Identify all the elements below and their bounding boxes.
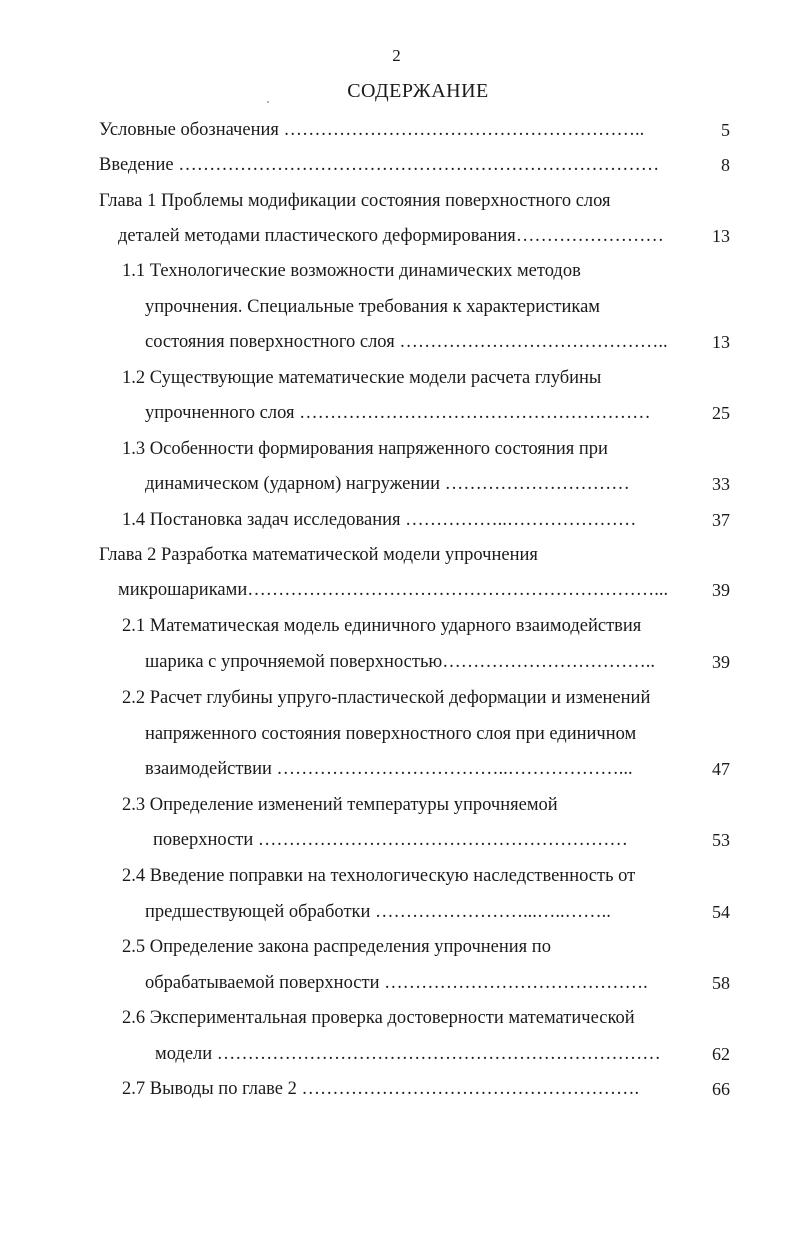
toc-page [700,437,730,461]
toc-page [700,1006,730,1030]
toc-line: упрочнения. Специальные требования к характеристикам [145,297,600,317]
toc-page [700,543,730,567]
toc-line: модели ……………………………………………………………… [155,1044,661,1064]
toc-page: 37 [712,510,730,530]
toc-page [700,366,730,390]
toc-line: 2.5 Определение закона распределения упрочнения по [122,937,551,957]
toc-line: Условные обозначения ………………………………………………….. [99,120,645,140]
toc-line: Введение …………………………………………………………………… [99,155,660,175]
toc-line: 2.4 Введение поправки на технологическую наследственность от [122,866,636,886]
toc-page: 33 [712,474,730,494]
toc-page [700,686,730,710]
toc-title: СОДЕРЖАНИЕ [347,80,489,102]
toc-page [700,259,730,283]
toc-page [700,189,730,213]
toc-line: 2.1 Математическая модель единичного ударного взаимодействия [122,616,642,636]
toc-line: микрошариками…………………………………………………………... [118,580,669,600]
toc-page: 47 [712,759,730,779]
toc-line: предшествующей обработки ……………………...…..…….. [145,902,611,922]
toc-page: 53 [712,830,730,850]
toc-page: 39 [712,652,730,672]
toc-page: 58 [712,973,730,993]
toc-line: 2.2 Расчет глубины упруго-пластической деформации и изменений [122,688,651,708]
toc-page [700,295,730,319]
toc-page: 66 [712,1079,730,1099]
toc-page: 8 [721,155,730,175]
toc-line: 1.3 Особенности формирования напряженного состояния при [122,439,608,459]
toc-line: Глава 1 Проблемы модификации состояния поверхностного слоя [99,191,611,211]
page-number: 2 [392,46,401,65]
toc-page [700,614,730,638]
toc-page [700,793,730,817]
toc-page: 54 [712,902,730,922]
toc-line: 1.4 Постановка задач исследования ……………..………………… [122,510,637,530]
toc-line: поверхности …………………………………………………… [153,830,628,850]
toc-page: 62 [712,1044,730,1064]
toc-line: 1.1 Технологические возможности динамических методов [122,261,581,281]
toc-line: 2.3 Определение изменений температуры упрочняемой [122,795,558,815]
toc-page: 25 [712,403,730,423]
toc-page: 39 [712,580,730,600]
toc-line: Глава 2 Разработка математической модели упрочнения [99,545,538,565]
toc-page [700,722,730,746]
toc-line: взаимодействии ………………………………..………………... [145,759,633,779]
toc-line: шарика с упрочняемой поверхностью…………………………….. [145,652,655,672]
toc-page [700,864,730,888]
toc-line: обрабатываемой поверхности ……………………………………. [145,973,648,993]
toc-line: динамическом (ударном) нагружении ………………………… [145,474,630,494]
toc-line: напряженного состояния поверхностного слоя при единичном [145,724,637,744]
toc-line: 1.2 Существующие математические модели расчета глубины [122,368,602,388]
toc-page: 13 [712,332,730,352]
toc-line: 2.6 Экспериментальная проверка достоверности математической [122,1008,635,1028]
toc-line: деталей методами пластического деформирования…………………… [118,226,664,246]
toc-page [700,935,730,959]
scan-speck [267,101,269,103]
toc-line: упрочненного слоя ………………………………………………… [145,403,651,423]
toc-page: 13 [712,226,730,246]
toc-page: 5 [721,120,730,140]
toc-line: состояния поверхностного слоя …………………………………….. [145,332,668,352]
toc-line: 2.7 Выводы по главе 2 ………………………………………………. [122,1079,640,1099]
